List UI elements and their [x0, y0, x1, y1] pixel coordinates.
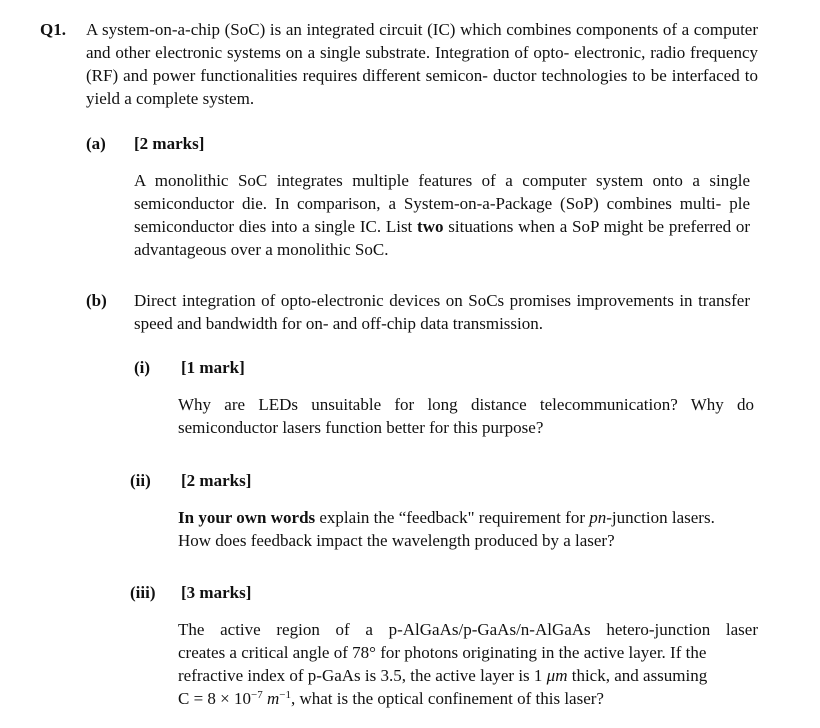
sub-iii-exp-2: −1 [279, 689, 291, 701]
sub-iii-line-2: creates a critical angle of 78° for photons originating in the active layer. If the [178, 643, 707, 662]
part-a-line-2: semiconductor die. In comparison, a System-on-a-Package (SoP) combines multi- [134, 194, 722, 213]
sub-ii-emphasis: In your own words [178, 508, 316, 527]
part-b-line-2: transfer speed and bandwidth for on- and off-chip data transmission. [134, 291, 750, 333]
sub-iii-line-4b: , what is the optical confinement of this laser? [290, 689, 604, 708]
sub-i-line-1: Why are LEDs unsuitable for long distance telecommunication? Why do [178, 395, 754, 414]
intro-line-3: electronic, radio frequency (RF) and power functionalities requires different semicon- [86, 43, 759, 85]
sub-iii-unit-m: m [262, 689, 280, 708]
question-number: Q1. [40, 20, 66, 39]
sub-iii-line-3b: thick, and assuming [567, 666, 708, 685]
sub-ii-line-1 [178, 506, 758, 529]
sub-ii-label: (ii) [130, 471, 151, 490]
sub-i-marks: [1 mark] [181, 358, 245, 377]
part-a-line-1: A monolithic SoC integrates multiple features of a computer system onto a single [134, 171, 750, 190]
sub-i-label: (i) [134, 358, 151, 377]
sub-ii-line-1-end: -junction lasers. [606, 508, 715, 527]
sub-i-text [178, 393, 754, 439]
part-a-line-3-end: situations when a SoP might be [443, 217, 665, 236]
question-intro [86, 18, 758, 110]
part-b-label: (b) [86, 291, 107, 310]
intro-line-4: ductor technologies to be interfaced to yield a complete system. [86, 66, 758, 108]
sub-ii-line-2: How does feedback impact the wavelength produced by a laser? [178, 531, 615, 550]
sub-i-line-2: semiconductor lasers function better for this purpose? [178, 418, 544, 437]
sub-ii-text [178, 506, 758, 552]
part-a-line-3: ple semiconductor dies into a single IC. List [134, 194, 751, 236]
part-b-line-1: Direct integration of opto-electronic devices on SoCs promises improvements in [134, 291, 693, 310]
part-a-text [134, 169, 750, 261]
sub-iii-text [178, 618, 758, 710]
intro-line-1: A system-on-a-chip (SoC) is an integrated circuit (IC) which combines components of [86, 20, 677, 39]
part-a-label: (a) [86, 134, 106, 153]
sub-iii-line-3a: refractive index of p-GaAs is 3.5, the active layer is 1 [178, 666, 547, 685]
sub-ii-line-1-rest: explain the “feedback" requirement for [315, 508, 590, 527]
part-b-text [134, 289, 750, 335]
part-a-emphasis: two [417, 217, 444, 236]
sub-iii-line-4 [178, 687, 758, 710]
sub-iii-line-1: The active region of a p-AlGaAs/p-GaAs/n-AlGaAs hetero-junction laser [178, 620, 758, 639]
part-a-line-4: preferred or advantageous over a monolithic SoC. [134, 217, 751, 259]
sub-ii-math-pn: pn [589, 508, 607, 527]
intro-line-2: a computer and other electronic systems on a single substrate. Integration of opto- [86, 20, 758, 62]
sub-iii-line-4a: C = 8 × 10 [178, 689, 252, 708]
sub-iii-marks: [3 marks] [181, 583, 252, 602]
sub-iii-unit-um: μm [546, 666, 568, 685]
sub-iii-line-3 [178, 664, 758, 687]
part-a-marks: [2 marks] [134, 134, 205, 153]
sub-iii-label: (iii) [130, 583, 156, 602]
sub-ii-marks: [2 marks] [181, 471, 252, 490]
sub-iii-exp-1: −7 [251, 689, 263, 701]
